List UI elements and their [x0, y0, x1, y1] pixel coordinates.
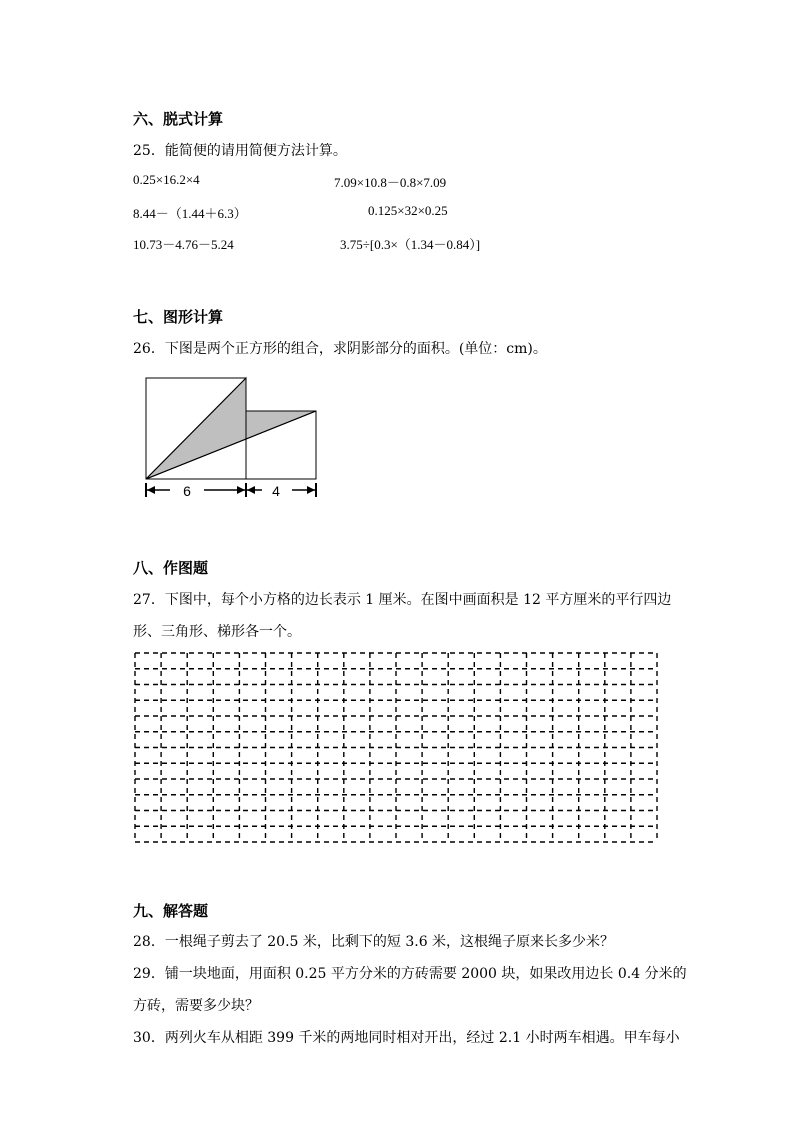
section-7-title: 七、图形计算	[133, 308, 224, 326]
question-29-line-2: 方砖，需要多少块？	[133, 998, 259, 1014]
question-29-line-1: 29．铺一块地面，用面积 0.25 平方分米的方砖需要 2000 块，如果改用边长 0.4 分米的	[133, 966, 687, 982]
dimension-label-4: 4	[272, 483, 280, 499]
question-28: 28．一根绳子剪去了 20.5 米，比剩下的短 3.6 米，这根绳子原来长多少米？	[133, 934, 615, 950]
dimension-label-6: 6	[183, 483, 191, 499]
expression-6: 3.75÷[0.3×（1.34－0.84）]	[340, 237, 481, 252]
dimension-arrow	[247, 486, 255, 494]
section-9-title: 九、解答题	[133, 902, 209, 920]
dotted-square-grid	[131, 649, 661, 846]
section-8-title: 八、作图题	[133, 559, 209, 577]
expression-2: 7.09×10.8－0.8×7.09	[334, 175, 447, 190]
two-squares-figure	[140, 372, 330, 504]
question-27-line-2: 形、三角形、梯形各一个。	[133, 624, 301, 640]
question-27-line-1: 27．下图中，每个小方格的边长表示 1 厘米。在图中画面积是 12 平方厘米的平行四边	[133, 592, 672, 608]
expression-5: 10.73－4.76－5.24	[133, 237, 234, 252]
dimension-arrow	[307, 486, 315, 494]
question-30-line-1: 30．两列火车从相距 399 千米的两地同时相对开出，经过 2.1 小时两车相遇。甲车每小	[133, 1030, 680, 1046]
section-6-title: 六、脱式计算	[133, 110, 224, 128]
expression-3: 8.44－（1.44＋6.3）	[133, 206, 247, 221]
dimension-arrow	[237, 486, 245, 494]
question-25: 25．能简便的请用简便方法计算。	[133, 143, 347, 159]
question-26: 26．下图是两个正方形的组合，求阴影部分的面积。(单位：cm)。	[133, 341, 547, 357]
expression-1: 0.25×16.2×4	[133, 172, 200, 187]
expression-4: 0.125×32×0.25	[368, 203, 448, 218]
dimension-arrow	[147, 486, 155, 494]
